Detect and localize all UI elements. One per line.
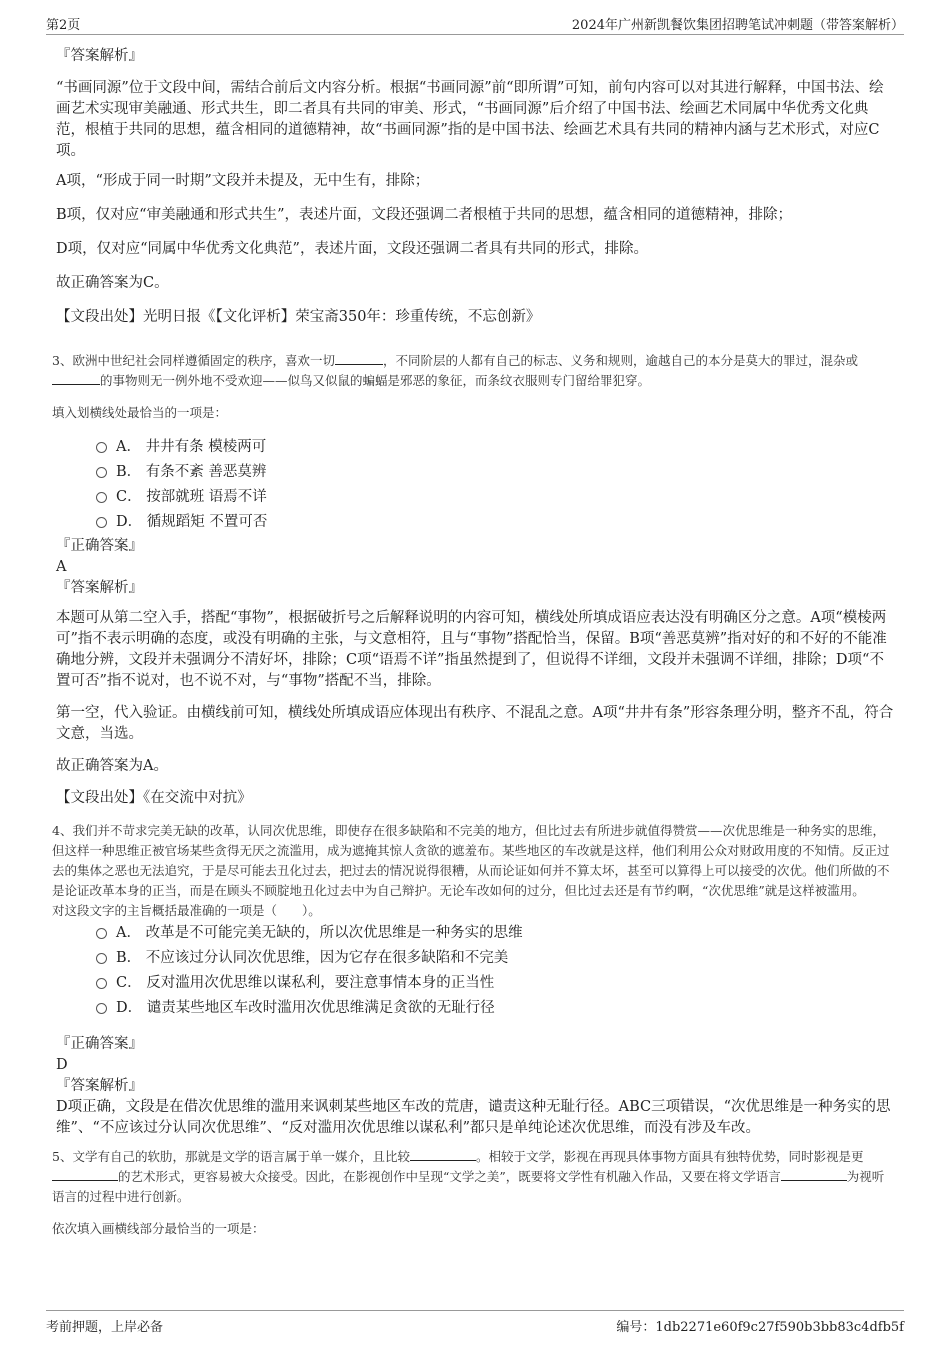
q3-correct-answer: A (56, 559, 67, 575)
document-title: 2024年广州新凯餐饮集团招聘笔试冲刺题（带答案解析） (571, 18, 904, 33)
q3-stem: 3、欧洲中世纪社会同样遵循固定的秩序，喜欢一切 ，不同阶层的人都有自己的标志、义务和规则，逾越自己的本分是莫大的罪过，混杂或的事物则无一例外地不受欢迎——似鸟又似鼠的蝙蝠是邪恶的象征，而条纹衣服则专门留给罪犯穿。 (52, 353, 858, 388)
q4-prompt: 对这段文字的主旨概括最准确的一项是（ ）。 (52, 903, 321, 918)
prev-source-line: 【文段出处】光明日报《【文化评析】荣宝斋350年：珍重传统，不忘创新》 (56, 309, 541, 325)
radio-icon[interactable] (96, 442, 107, 453)
q5-blank-2 (52, 1168, 118, 1181)
q3-answer-line: 故正确答案为A。 (56, 758, 168, 774)
radio-icon[interactable] (96, 492, 107, 503)
prev-analysis-paragraph: “书画同源”位于文段中间，需结合前后文内容分析。根据“书画同源”前“即所谓”可知，前句内容可以对其进行解释，中国书法、绘画艺术实现审美融通、形式共生，即二者具有共同的审美、形式，“书画同源”后介绍了中国书法、绘画艺术同属中华优秀文化典范，根植于共同的思想，蕴含相同的道德精神，故“书画同源”指的是中国书法、绘画艺术具有共同的精神内涵与艺术形式，对应C项。 (56, 80, 884, 159)
radio-icon[interactable] (96, 1003, 107, 1014)
q3-option-b[interactable]: B． 有条不紊 善恶莫辨 (56, 462, 896, 482)
page-number: 第2页 (46, 18, 81, 33)
q4-option-d[interactable]: D． 谴责某些地区车改时滥用次优思维满足贪欲的无耻行径 (56, 998, 896, 1018)
radio-icon[interactable] (96, 928, 107, 939)
radio-icon[interactable] (96, 467, 107, 478)
q4-analysis: D项正确，文段是在借次优思维的滥用来讽刺某些地区车改的荒唐，谴责这种无耻行径。ABC三项错误，“次优思维是一种务实的思维”、“不应该过分认同次优思维”、“反对滥用次优思维以谋私利”都只是单纯论述次优思维，而没有涉及车改。 (56, 1099, 891, 1136)
q5-blank-3 (781, 1168, 847, 1181)
radio-icon[interactable] (96, 517, 107, 528)
q3-correct-label: 『正确答案』 (56, 538, 143, 554)
q3-prompt: 填入划横线处最恰当的一项是： (52, 405, 228, 420)
q3-analysis-label: 『答案解析』 (56, 580, 143, 596)
q3-analysis-1: 本题可从第二空入手，搭配“事物”，根据破折号之后解释说明的内容可知，横线处所填成语应表达没有明确区分之意。A项“模棱两可”指不表示明确的态度，或没有明确的主张，与文意相符，且与“事物”搭配恰当，保留。B项“善恶莫辨”指对好的和不好的不能准确地分辨，文段并未强调分不清好坏，排除；C项“语焉不详”指虽然提到了，但说得不详细，文段并未强调不详细，排除；D项“不置可否”指不说对，也不说不对，与“事物”搭配不当，排除。 (56, 610, 887, 689)
q4-stem: 4、我们并不苛求完美无缺的改革，认同次优思维，即使存在很多缺陷和不完美的地方，但比过去有所进步就值得赞赏——次优思维是一种务实的思维，但这样一种思维正被官场某些贪得无厌之流滥用，成为遮掩其惊人贪欲的遮羞布。某些地区的车改就是这样，他们利用公众对财政用度的不知情。反正过去的集体之恶也无法追究，于是尽可能去丑化过去，把过去的情况说得很糟，从而论证如何并不算太坏，甚至可以算得上可以接受的次优。他们所做的不是论证改革本身的正当，而是在顾头不顾腚地丑化过去中为自己辩护。无论车改如何的过分，但比过去还是有节约啊，“次优思维”就是这样被滥用。 (52, 823, 890, 898)
radio-icon[interactable] (96, 978, 107, 989)
q5-prompt: 依次填入画横线部分最恰当的一项是： (52, 1221, 265, 1236)
q3-blank-2 (52, 372, 100, 385)
q4-correct-answer: D (56, 1057, 68, 1073)
q4-option-a[interactable]: A． 改革是不可能完美无缺的，所以次优思维是一种务实的思维 (56, 923, 896, 943)
q4-analysis-label: 『答案解析』 (56, 1078, 143, 1094)
q4-correct-label: 『正确答案』 (56, 1036, 143, 1052)
q4-options (56, 923, 896, 1018)
prev-answer-line: 故正确答案为C。 (56, 275, 169, 291)
q4-option-b[interactable]: B． 不应该过分认同次优思维，因为它存在很多缺陷和不完美 (56, 948, 896, 968)
prev-option-b-analysis: B项，仅对应“审美融通和形式共生”，表述片面，文段还强调二者根植于共同的思想，蕴含相同的道德精神，排除； (56, 207, 792, 223)
page-footer (46, 1310, 904, 1335)
prev-option-a-analysis: A项，“形成于同一时期”文段并未提及，无中生有，排除； (56, 173, 430, 189)
q3-blank-1 (335, 352, 383, 365)
q5-blank-1 (410, 1148, 476, 1161)
radio-icon[interactable] (96, 953, 107, 964)
q3-analysis-2: 第一空，代入验证。由横线前可知，横线处所填成语应体现出有秩序、不混乱之意。A项“井井有条”形容条理分明，整齐不乱，符合文意，当选。 (56, 705, 894, 742)
prev-analysis-label: 『答案解析』 (56, 48, 143, 64)
document-id: 编号：1db2271e60f9c27f590b3bb83c4dfb5f (616, 1320, 904, 1335)
page-header (46, 12, 904, 35)
q3-source-line: 【文段出处】《在交流中对抗》 (56, 790, 252, 806)
footer-slogan: 考前押题，上岸必备 (46, 1320, 164, 1335)
page-content (52, 46, 896, 1239)
prev-option-d-analysis: D项，仅对应“同属中华优秀文化典范”，表述片面，文段还强调二者具有共同的形式，排除。 (56, 241, 648, 257)
q3-options (56, 437, 896, 532)
q5-stem: 5、文学有自己的软肋，那就是文学的语言属于单一媒介，且比较 。相较于文学，影视在再现具体事物方面具有独特优势，同时影视是更的艺术形式，更容易被大众接受。因此，在影视创作中呈现“文学之美”，既要将文学性有机融入作品，又要在将文学语言 为视听语言的过程中进行创新。 (52, 1149, 885, 1204)
q3-option-a[interactable]: A． 井井有条 模棱两可 (56, 437, 896, 457)
q3-option-c[interactable]: C． 按部就班 语焉不详 (56, 487, 896, 507)
q3-option-d[interactable]: D． 循规蹈矩 不置可否 (56, 512, 896, 532)
q4-option-c[interactable]: C． 反对滥用次优思维以谋私利，要注意事情本身的正当性 (56, 973, 896, 993)
